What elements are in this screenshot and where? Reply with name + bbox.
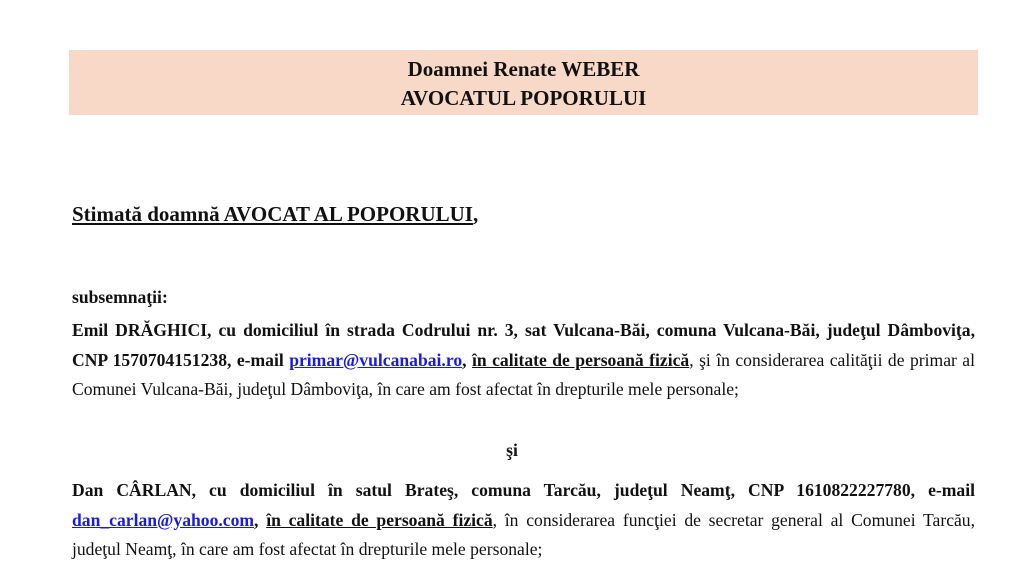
person2-capacity: în calitate de persoană fizică [266,509,493,530]
person1-paragraph [72,316,975,405]
person2-rest: , în considerarea funcţiei de secretar general al Comunei Tarcău, judeţul Neamţ, în care am fost afectat în drepturile mele personale; [72,509,976,559]
conjunction-si: şi [506,440,518,460]
person1-email-link[interactable]: primar@vulcanabai.ro [289,349,463,370]
salutation-comma: , [472,202,479,226]
person2-paragraph [72,476,975,565]
addressee-title: AVOCATUL POPORULUI [400,86,647,110]
person1-separator: , [462,349,472,370]
person1-capacity: în calitate de persoană fizică [471,349,690,370]
addressee-name: Doamnei Renate WEBER [407,57,640,81]
person1-intro: Emil DRĂGHICI, cu domiciliul în strada Codrului nr. 3, sat Vulcana-Băi, comuna Vulcana-Băi, judeţul Dâmboviţa, CNP 1570704151238, e-mail [72,320,975,370]
salutation [72,202,478,227]
person2-email-link[interactable]: dan_carlan@yahoo.com [72,509,255,530]
addressee-header [69,50,978,115]
person2-intro: Dan CÂRLAN, cu domiciliul în satul Brateş, comuna Tarcău, judeţul Neamţ, CNP 1610822227780, e-mail [72,480,975,500]
person1-rest: , şi în considerarea calităţii de primar al Comunei Vulcana-Băi, judeţul Dâmboviţa, în care am fost afectat în drepturile mele personale; [72,349,976,399]
person2-separator: , [254,509,267,530]
subsemnatii-label: subsemnaţii: [72,287,168,307]
salutation-text: Stimată doamnă AVOCAT AL POPORULUI [72,202,473,226]
